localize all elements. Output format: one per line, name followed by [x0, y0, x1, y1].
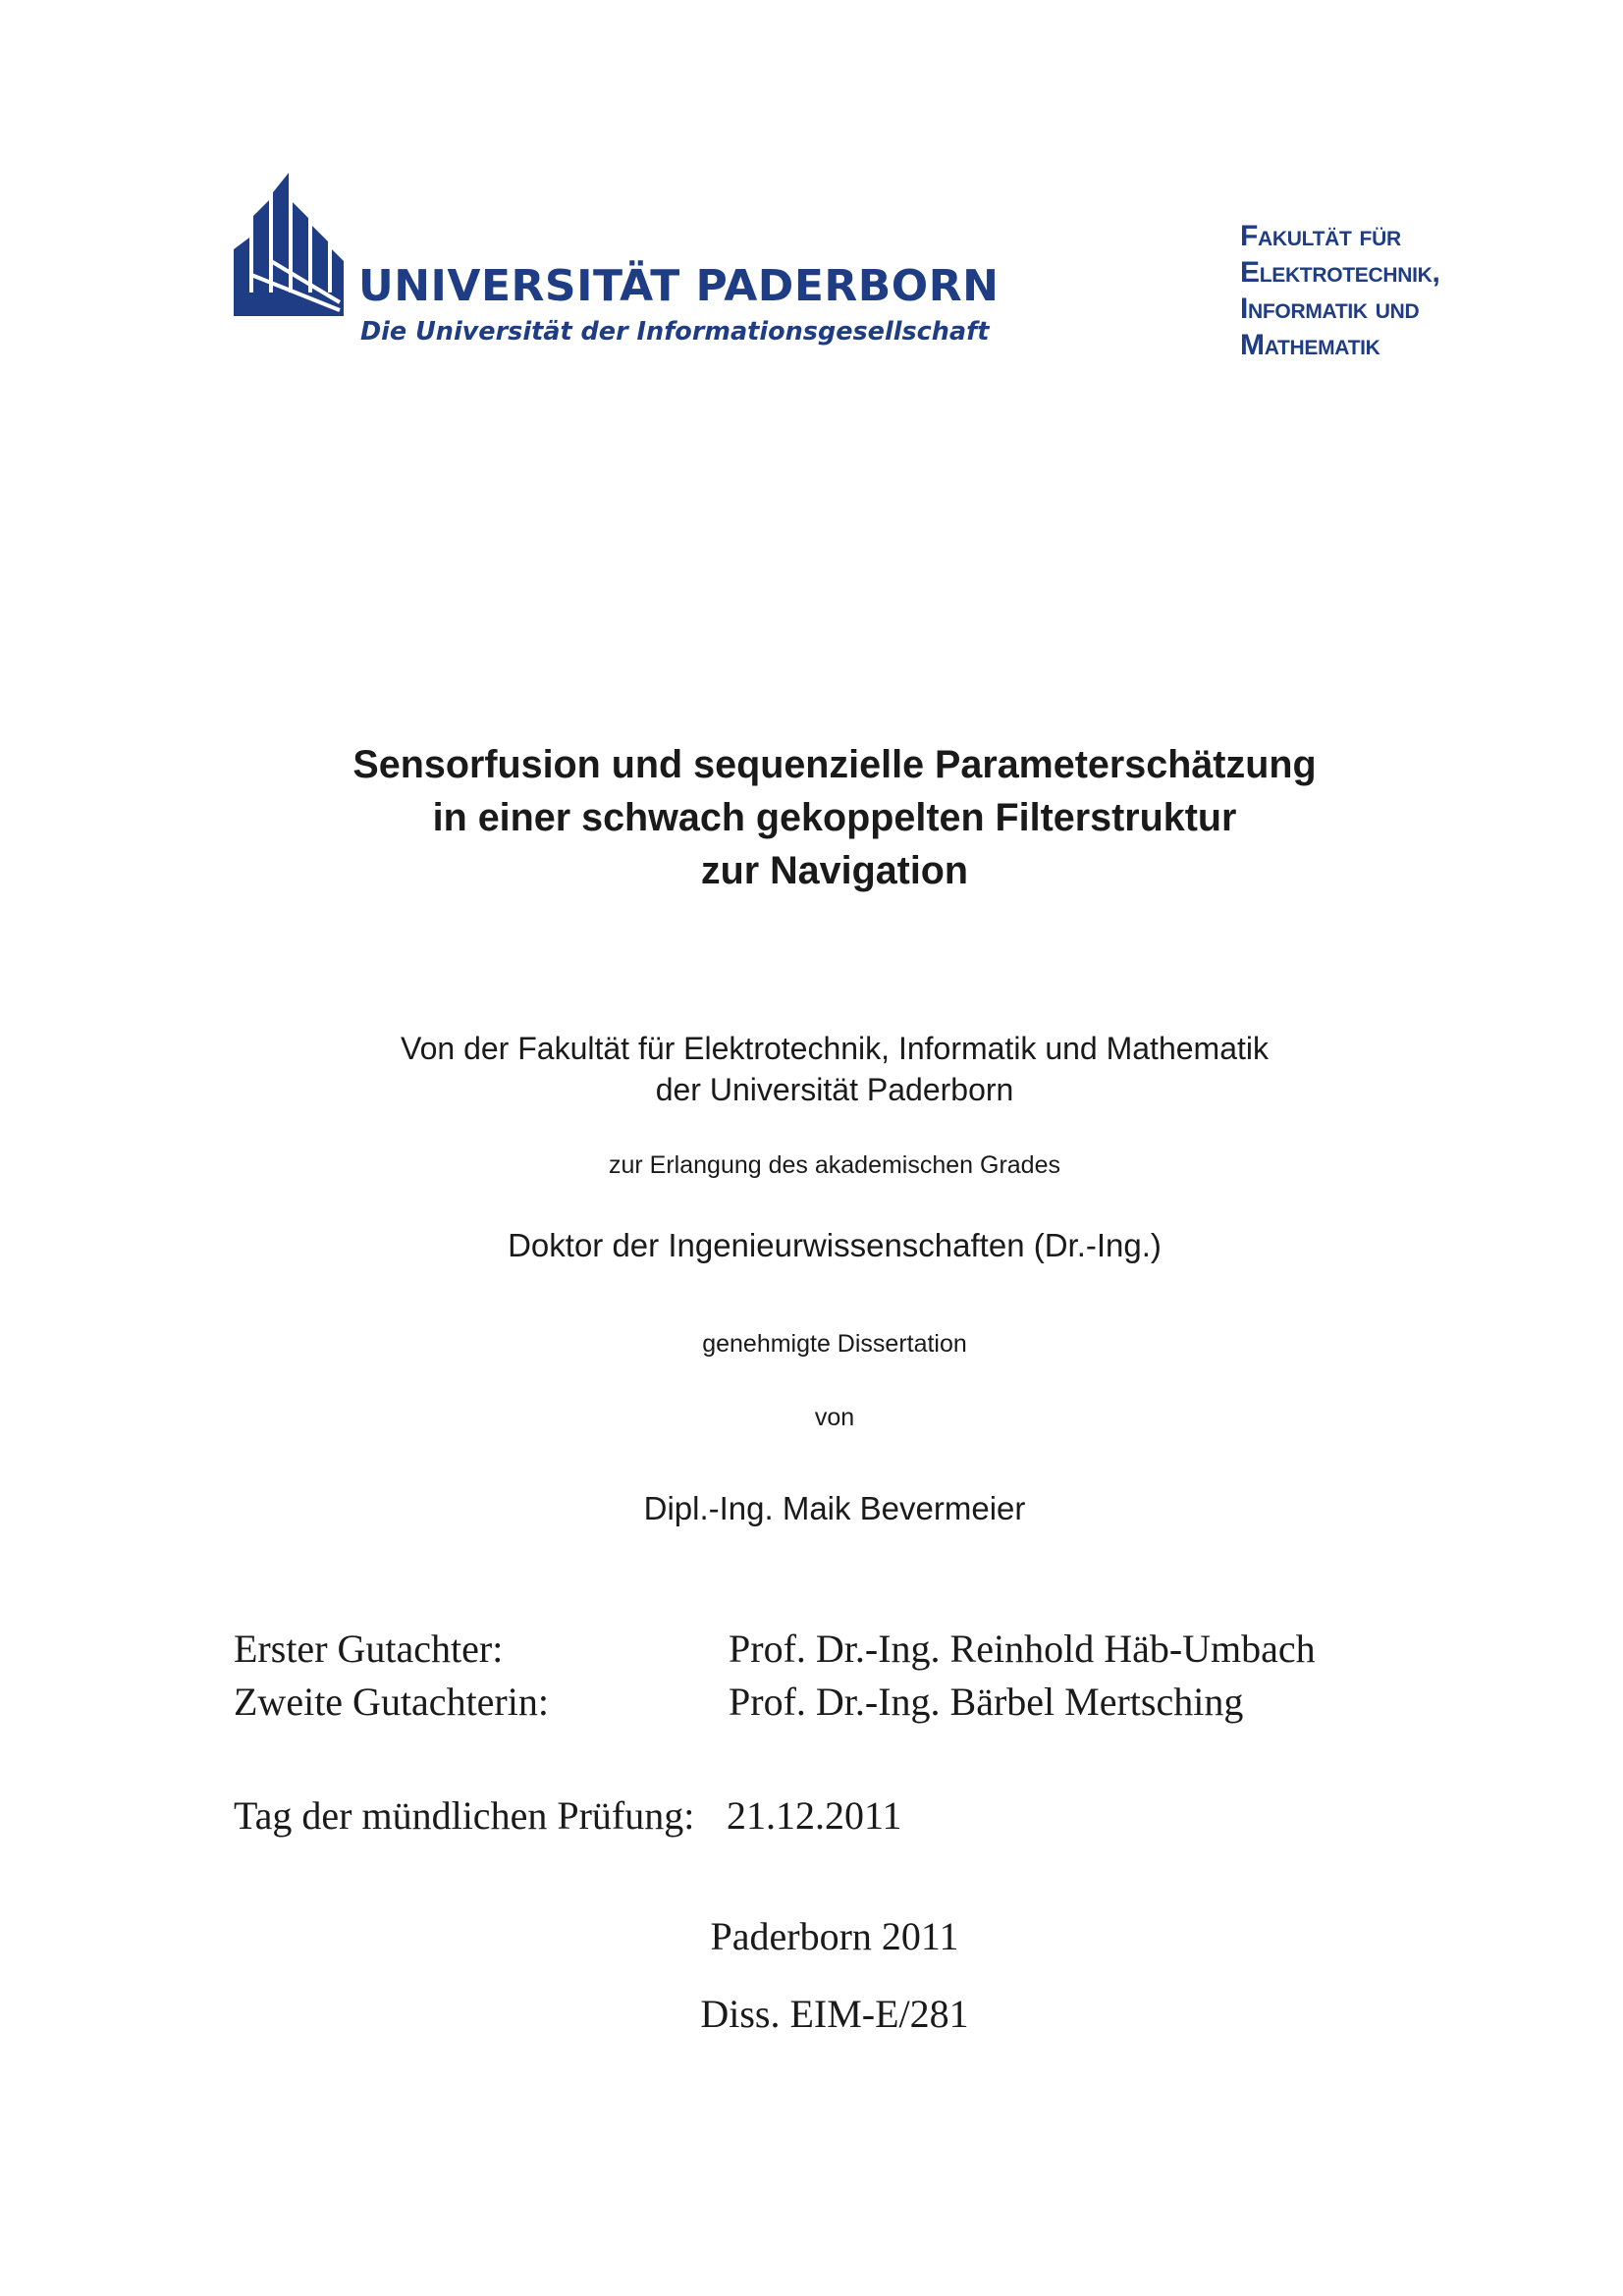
- dissertation-type: genehmigte Dissertation: [702, 1330, 967, 1358]
- faculty-header-line: Informatik und: [1240, 293, 1420, 325]
- second-reviewer-label: Zweite Gutachterin:: [234, 1680, 549, 1724]
- degree-name: Doktor der Ingenieurwissenschaften (Dr.-Ing.): [508, 1227, 1162, 1263]
- von-label: von: [814, 1404, 855, 1431]
- degree-intro: zur Erlangung des akademischen Grades: [609, 1151, 1060, 1179]
- faculty-header-line: Fakultät für: [1240, 220, 1401, 252]
- faculty-header: [1240, 218, 1440, 363]
- place-year: Paderborn 2011: [710, 1914, 959, 1958]
- submitting-university-line: der Universität Paderborn: [655, 1072, 1014, 1107]
- title-line: zur Navigation: [700, 849, 969, 892]
- first-reviewer-label: Erster Gutachter:: [234, 1627, 504, 1671]
- university-logo-icon: [234, 173, 344, 316]
- title-line: Sensorfusion und sequenzielle Parameterschätzung: [352, 743, 1317, 786]
- dissertation-number: Diss. EIM-E/281: [700, 1992, 969, 2036]
- university-name: UNIVERSITÄT PADERBORN: [358, 261, 1000, 311]
- university-tagline: Die Universität der Informationsgesellschaft: [360, 317, 990, 347]
- faculty-header-line: Elektrotechnik,: [1240, 256, 1440, 289]
- first-reviewer-name: Prof. Dr.-Ing. Reinhold Häb-Umbach: [729, 1627, 1316, 1671]
- second-reviewer-name: Prof. Dr.-Ing. Bärbel Mertsching: [729, 1680, 1244, 1724]
- oral-exam-label: Tag der mündlichen Prüfung:: [234, 1793, 695, 1838]
- oral-exam-date: 21.12.2011: [727, 1793, 902, 1838]
- title-line: in einer schwach gekoppelten Filterstruktur: [432, 796, 1237, 839]
- author-name: Dipl.-Ing. Maik Bevermeier: [643, 1490, 1026, 1526]
- dissertation-title: [0, 738, 1623, 897]
- submitting-faculty-line: Von der Fakultät für Elektrotechnik, Informatik und Mathematik: [401, 1031, 1269, 1066]
- faculty-header-line: Mathematik: [1240, 329, 1380, 361]
